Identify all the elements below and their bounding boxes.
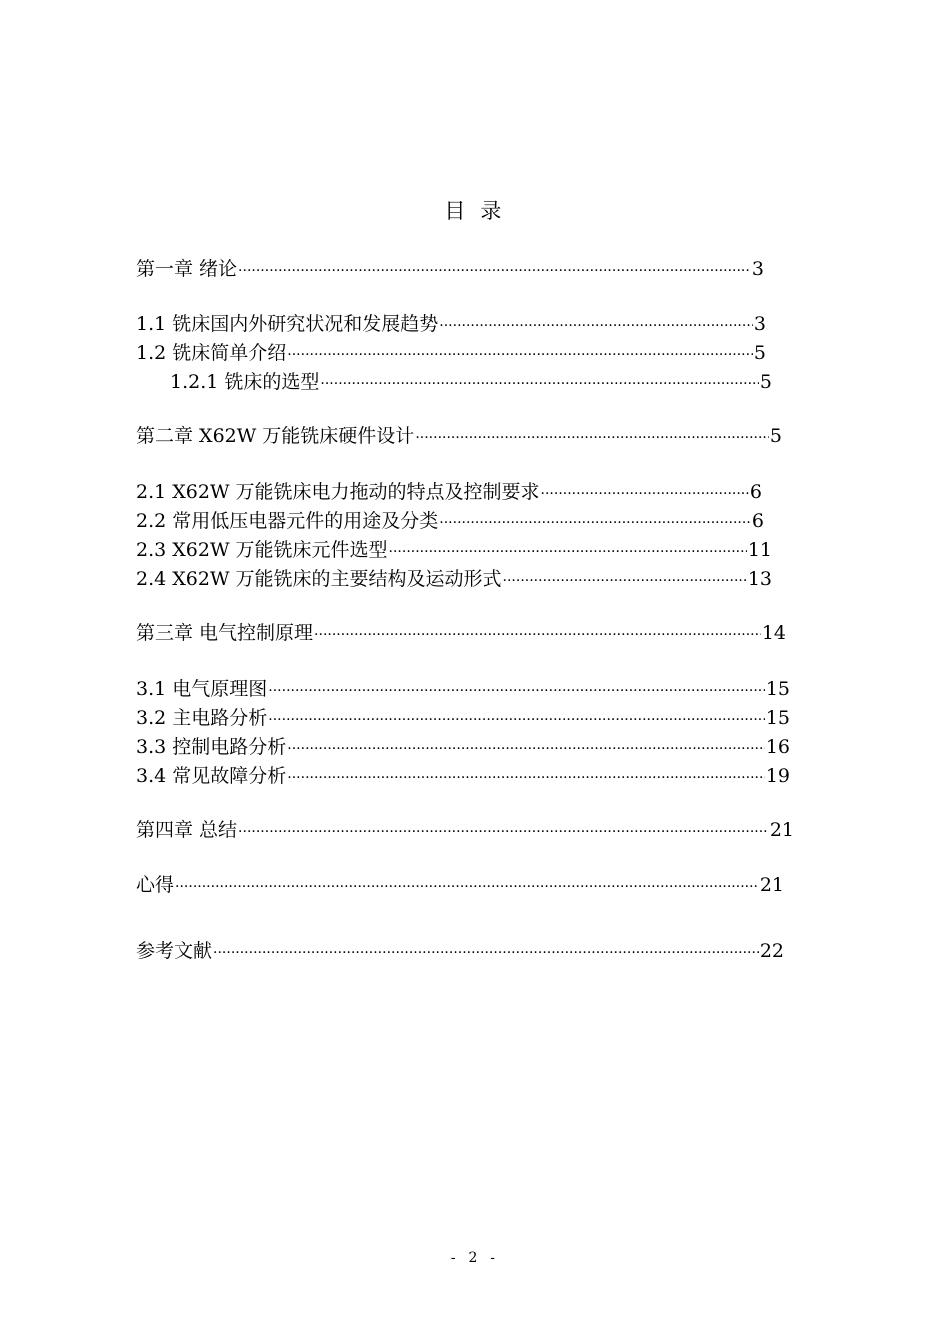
toc-entry-text: 第一章 绪论 [136,258,238,280]
toc-entry-text: 1.2.1 铣床的选型 [170,371,320,393]
toc-entry-2-3[interactable] [136,537,772,563]
toc-entry-page: 5 [753,342,766,364]
toc-leader [287,736,765,760]
toc-leader [503,568,747,592]
toc-leader [320,371,759,395]
toc-entry-chapter-4[interactable] [136,817,794,843]
toc-entry-page: 15 [765,707,790,729]
toc-entry-page: 5 [769,425,782,447]
toc-entry-references[interactable] [136,938,784,964]
toc-entry-page: 3 [753,313,766,335]
toc-entry-text: 3.2 主电路分析 [136,707,268,729]
toc-entry-page: 5 [759,371,772,393]
toc-entry-1-1[interactable] [136,311,766,337]
toc-entry-text: 3.1 电气原理图 [136,678,268,700]
toc-entry-3-3[interactable] [136,734,790,760]
page-title: 目 录 [444,199,506,223]
toc-entry-text: 第二章 X62W 万能铣床硬件设计 [136,425,415,447]
toc-leader [238,258,751,282]
toc-entry-page: 16 [765,736,790,758]
toc-entry-text: 参考文献 [136,940,213,962]
toc-leader [314,622,761,646]
toc-entry-chapter-2[interactable] [136,423,782,449]
toc-entry-text: 第四章 总结 [136,819,238,841]
toc-entry-chapter-3[interactable] [136,620,786,646]
toc-entry-text: 第三章 电气控制原理 [136,622,314,644]
toc-leader [439,313,753,337]
toc-leader [415,425,769,449]
toc-entry-page: 6 [749,481,762,503]
toc-entry-page: 14 [761,622,786,644]
toc-entry-2-2[interactable] [136,508,764,534]
toc-entry-text: 1.2 铣床简单介绍 [136,342,287,364]
page-number: - 2 - [450,1250,500,1266]
toc-entry-chapter-1[interactable] [136,256,764,282]
toc-entry-page: 19 [765,765,790,787]
toc-entry-1-2[interactable] [136,340,766,366]
toc-leader [389,539,747,563]
toc-leader [541,481,749,505]
toc-entry-3-1[interactable] [136,676,790,702]
toc-entry-page: 13 [747,568,772,590]
toc-entry-text: 1.1 铣床国内外研究状况和发展趋势 [136,313,439,335]
toc-leader [287,765,765,789]
toc-leader [287,342,753,366]
toc-leader [175,874,759,898]
toc-entry-page: 3 [751,258,764,280]
toc-leader [238,819,769,843]
toc-entry-text: 心得 [136,874,175,896]
toc-entry-3-2[interactable] [136,705,790,731]
toc-entry-page: 21 [769,819,794,841]
toc-entry-text: 2.4 X62W 万能铣床的主要结构及运动形式 [136,568,502,590]
toc-entry-page: 15 [765,678,790,700]
toc-leader [268,707,765,731]
toc-entry-page: 22 [759,940,784,962]
toc-entry-text: 2.1 X62W 万能铣床电力拖动的特点及控制要求 [136,481,540,503]
toc-entry-2-1[interactable] [136,479,762,505]
toc-entry-text: 3.4 常见故障分析 [136,765,287,787]
toc-entry-text: 2.3 X62W 万能铣床元件选型 [136,539,388,561]
toc-leader [439,510,751,534]
toc-entry-page: 11 [747,539,772,561]
toc-leader [213,940,759,964]
toc-entry-page: 6 [751,510,764,532]
toc-entry-page: 21 [759,874,784,896]
toc-entry-text: 3.3 控制电路分析 [136,736,287,758]
toc-entry-text: 2.2 常用低压电器元件的用途及分类 [136,510,439,532]
toc-entry-2-4[interactable] [136,566,772,592]
toc-entry-1-2-1[interactable] [170,369,772,395]
toc-leader [268,678,765,702]
toc-entry-reflections[interactable] [136,872,784,898]
toc-entry-3-4[interactable] [136,763,790,789]
